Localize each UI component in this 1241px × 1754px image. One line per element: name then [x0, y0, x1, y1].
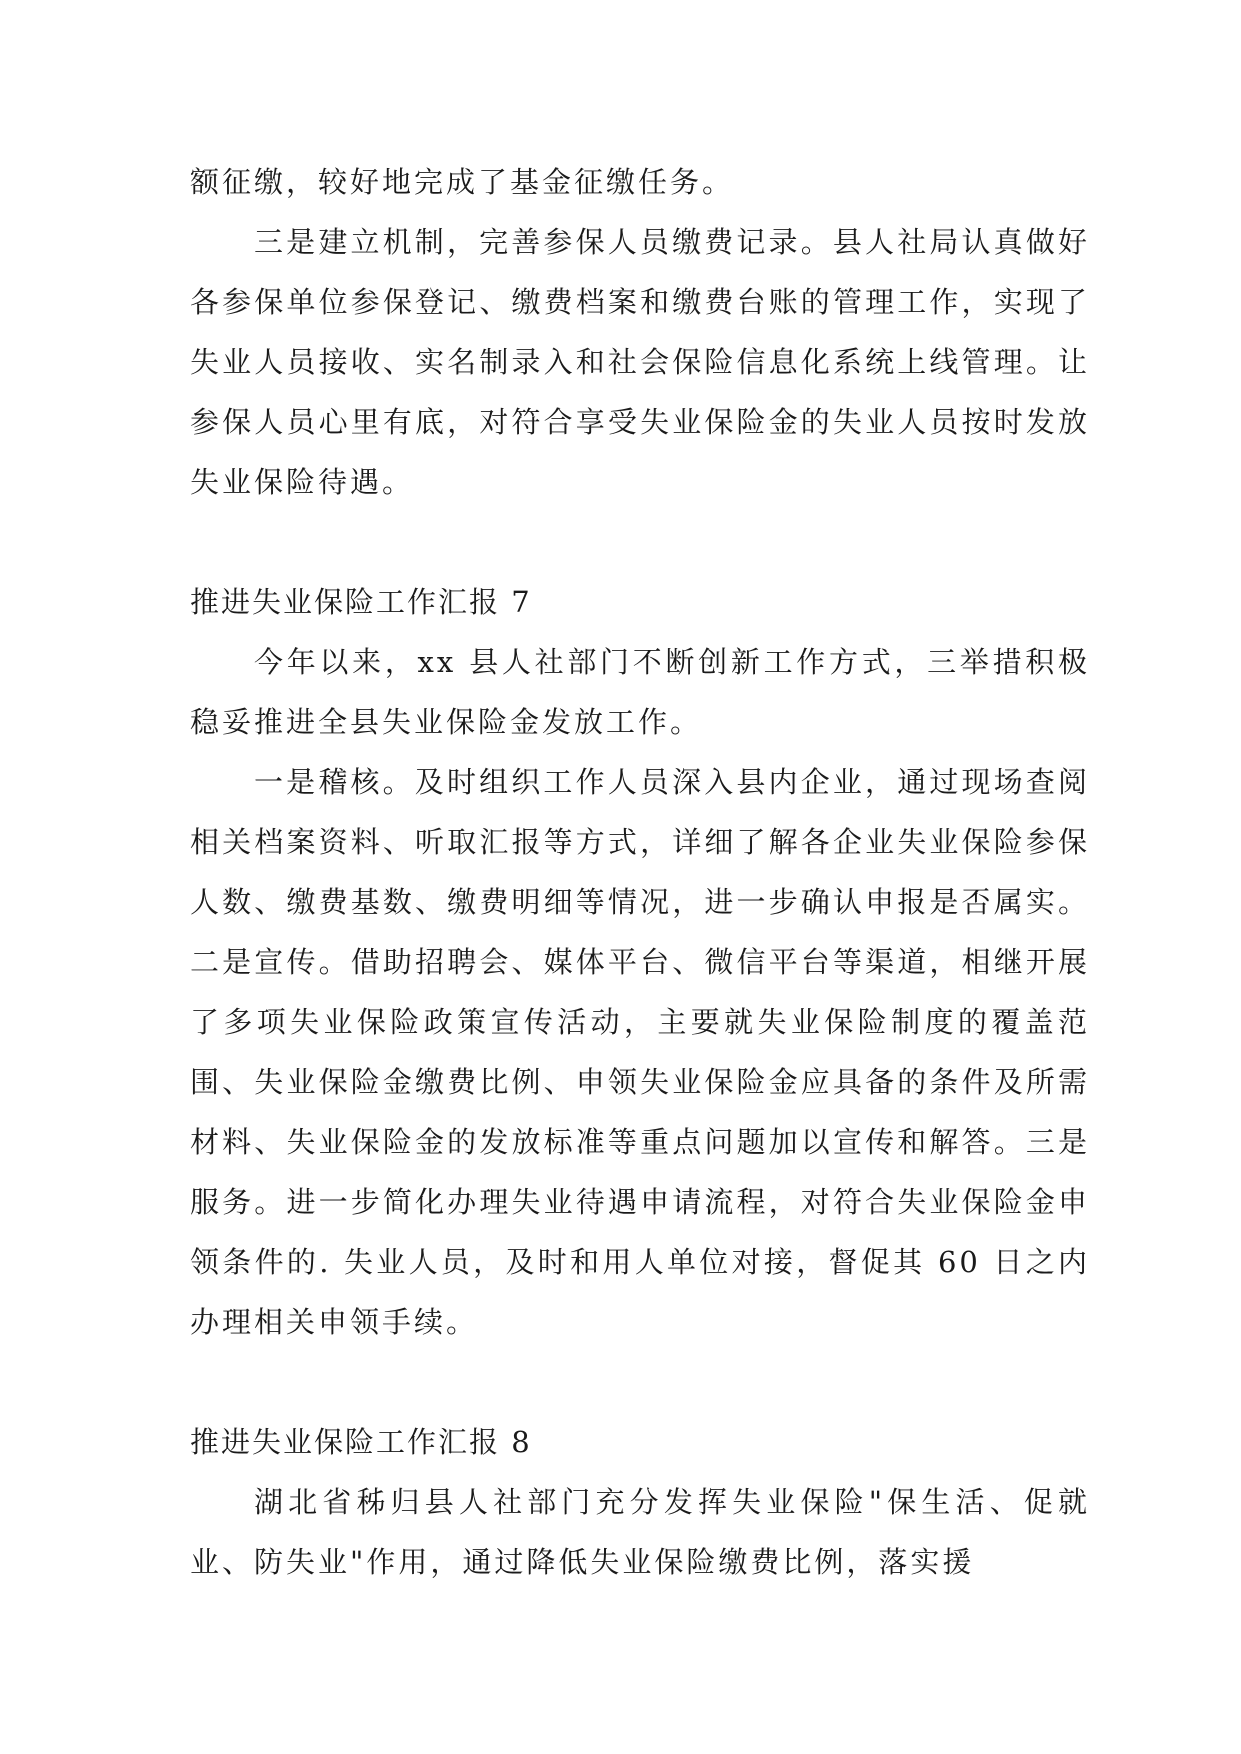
- section-gap: [190, 1352, 1090, 1412]
- paragraph-intro-8: 湖北省秭归县人社部门充分发挥失业保险"保生活、促就业、防失业"作用，通过降低失业保险缴费比例，落实援: [190, 1485, 1090, 1579]
- section-gap: [190, 512, 1090, 572]
- paragraph-continuation: 额征缴，较好地完成了基金征缴任务。: [190, 165, 735, 199]
- paragraph-measures-7: 一是稽核。及时组织工作人员深入县内企业，通过现场查阅相关档案资料、听取汇报等方式，详细了解各企业失业保险参保人数、缴费基数、缴费明细等情况，进一步确认申报是否属实。二是宣传。借助招聘会、媒体平台、微信平台等渠道，相继开展了多项失业保险政策宣传活动，主要就失业保险制度的覆盖范围、失业保险金缴费比例、申领失业保险金应具备的条件及所需材料、失业保险金的发放标准等重点问题加以宣传和解答。三是服务。进一步简化办理失业待遇申请流程，对符合失业保险金申领条件的. 失业人员，及时和用人单位对接，督促其 60 日之内办理相关申领手续。: [190, 765, 1090, 1339]
- paragraph-mechanism: 三是建立机制，完善参保人员缴费记录。县人社局认真做好各参保单位参保登记、缴费档案和缴费台账的管理工作，实现了失业人员接收、实名制录入和社会保险信息化系统上线管理。让参保人员心里有底，对符合享受失业保险金的失业人员按时发放失业保险待遇。: [190, 225, 1090, 499]
- paragraph-intro-7: 今年以来，xx 县人社部门不断创新工作方式，三举措积极稳妥推进全县失业保险金发放工作。: [190, 645, 1090, 739]
- document-body: [190, 152, 1090, 1592]
- section-heading-8: 推进失业保险工作汇报 8: [190, 1425, 532, 1459]
- section-heading-7: 推进失业保险工作汇报 7: [190, 585, 532, 619]
